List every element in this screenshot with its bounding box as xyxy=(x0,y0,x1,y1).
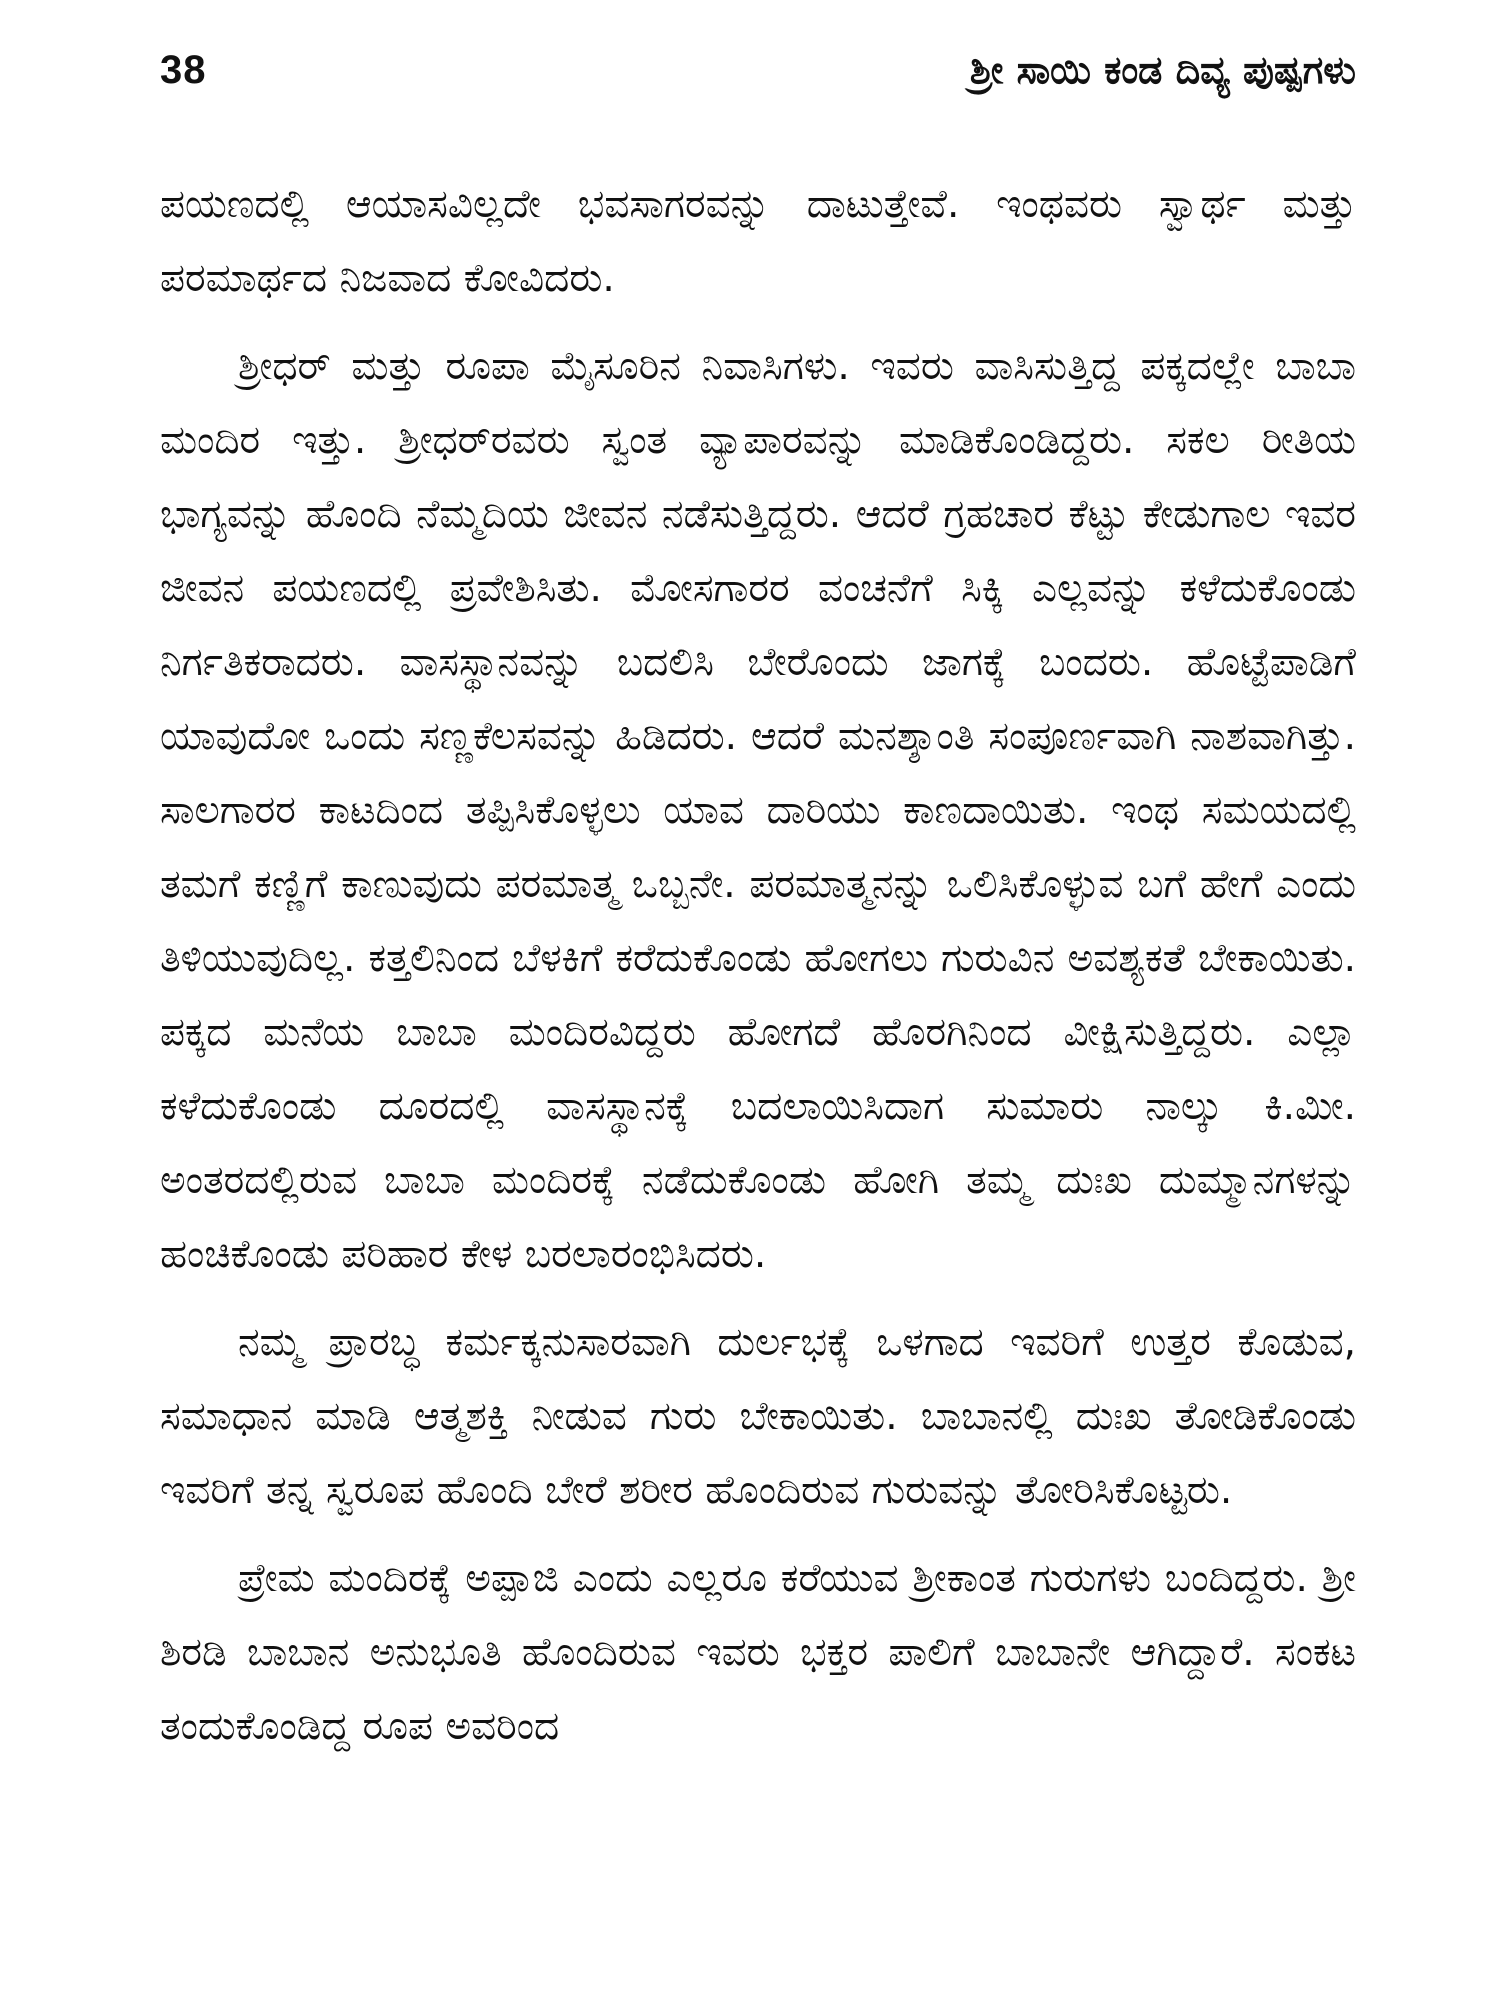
book-page xyxy=(160,48,1356,1968)
paragraph: ನಮ್ಮ ಪ್ರಾರಬ್ಧ ಕರ್ಮಕ್ಕನುಸಾರವಾಗಿ ದುರ್ಲಭಕ್ಕೆ ಒಳಗಾದ ಇವರಿಗೆ ಉತ್ತರ ಕೊಡುವ, ಸಮಾಧಾನ ಮಾಡಿ ಆತ್ಮಶಕ್ತಿ ನೀಡುವ ಗುರು ಬೇಕಾಯಿತು. ಬಾಬಾನಲ್ಲಿ ದುಃಖ ತೋಡಿಕೊಂಡು ಇವರಿಗೆ ತನ್ನ ಸ್ವರೂಪ ಹೊಂದಿ ಬೇರೆ ಶರೀರ ಹೊಂದಿರುವ ಗುರುವನ್ನು ತೋರಿಸಿಕೊಟ್ಟರು. xyxy=(160,1320,1356,1513)
paragraph: ಪ್ರೇಮ ಮಂದಿರಕ್ಕೆ ಅಪ್ಪಾಜಿ ಎಂದು ಎಲ್ಲರೂ ಕರೆಯುವ ಶ್ರೀಕಾಂತ ಗುರುಗಳು ಬಂದಿದ್ದರು. ಶ್ರೀ ಶಿರಡಿ ಬಾಬಾನ ಅನುಭೂತಿ ಹೊಂದಿರುವ ಇವರು ಭಕ್ತರ ಪಾಲಿಗೆ ಬಾಬಾನೇ ಆಗಿದ್ದಾರೆ. ಸಂಕಟ ತಂದುಕೊಂಡಿದ್ದ ರೂಪ ಅವರಿಂದ xyxy=(160,1556,1356,1749)
body-text xyxy=(160,168,1356,1764)
running-title: ಶ್ರೀ ಸಾಯಿ ಕಂಡ ದಿವ್ಯ ಪುಷ್ಪಗಳು xyxy=(969,48,1356,92)
page-number: 38 xyxy=(160,48,207,92)
paragraph-continued: ಪಯಣದಲ್ಲಿ ಆಯಾಸವಿಲ್ಲದೇ ಭವಸಾಗರವನ್ನು ದಾಟುತ್ತೇವೆ. ಇಂಥವರು ಸ್ವಾರ್ಥ ಮತ್ತು ಪರಮಾರ್ಥದ ನಿಜವಾದ ಕೋವಿದರು. xyxy=(160,182,1356,301)
page-header xyxy=(160,48,1356,112)
paragraph: ಶ್ರೀಧರ್ ಮತ್ತು ರೂಪಾ ಮೈಸೂರಿನ ನಿವಾಸಿಗಳು. ಇವರು ವಾಸಿಸುತ್ತಿದ್ದ ಪಕ್ಕದಲ್ಲೇ ಬಾಬಾ ಮಂದಿರ ಇತ್ತು. ಶ್ರೀಧರ್‌ರವರು ಸ್ವಂತ ವ್ಯಾಪಾರವನ್ನು ಮಾಡಿಕೊಂಡಿದ್ದರು. ಸಕಲ ರೀತಿಯ ಭಾಗ್ಯವನ್ನು ಹೊಂದಿ ನೆಮ್ಮದಿಯ ಜೀವನ ನಡೆಸುತ್ತಿದ್ದರು. ಆದರೆ ಗ್ರಹಚಾರ ಕೆಟ್ಟು ಕೇಡುಗಾಲ ಇವರ ಜೀವನ ಪಯಣದಲ್ಲಿ ಪ್ರವೇಶಿಸಿತು. ಮೋಸಗಾರರ ವಂಚನೆಗೆ ಸಿಕ್ಕಿ ಎಲ್ಲವನ್ನು ಕಳೆದುಕೊಂಡು ನಿರ್ಗತಿಕರಾದರು. ವಾಸಸ್ಥಾನವನ್ನು ಬದಲಿಸಿ ಬೇರೊಂದು ಜಾಗಕ್ಕೆ ಬಂದರು. ಹೊಟ್ಟೆಪಾಡಿಗೆ ಯಾವುದೋ ಒಂದು ಸಣ್ಣಕೆಲಸವನ್ನು ಹಿಡಿದರು. ಆದರೆ ಮನಶ್ಶಾಂತಿ ಸಂಪೂರ್ಣವಾಗಿ ನಾಶವಾಗಿತ್ತು. ಸಾಲಗಾರರ ಕಾಟದಿಂದ ತಪ್ಪಿಸಿಕೊಳ್ಳಲು ಯಾವ ದಾರಿಯು ಕಾಣದಾಯಿತು. ಇಂಥ ಸಮಯದಲ್ಲಿ ತಮಗೆ ಕಣ್ಣಿಗೆ ಕಾಣುವುದು ಪರಮಾತ್ಮ ಒಬ್ಬನೇ. ಪರಮಾತ್ಮನನ್ನು ಒಲಿಸಿಕೊಳ್ಳುವ ಬಗೆ ಹೇಗೆ ಎಂದು ತಿಳಿಯುವುದಿಲ್ಲ. ಕತ್ತಲಿನಿಂದ ಬೆಳಕಿಗೆ ಕರೆದುಕೊಂಡು ಹೋಗಲು ಗುರುವಿನ ಅವಶ್ಯಕತೆ ಬೇಕಾಯಿತು. ಪಕ್ಕದ ಮನೆಯ ಬಾಬಾ ಮಂದಿರವಿದ್ದರು ಹೋಗದೆ ಹೊರಗಿನಿಂದ ವೀಕ್ಷಿಸುತ್ತಿದ್ದರು. ಎಲ್ಲಾ ಕಳೆದುಕೊಂಡು ದೂರದಲ್ಲಿ ವಾಸಸ್ಥಾನಕ್ಕೆ ಬದಲಾಯಿಸಿದಾಗ ಸುಮಾರು ನಾಲ್ಕು ಕಿ.ಮೀ. ಅಂತರದಲ್ಲಿರುವ ಬಾಬಾ ಮಂದಿರಕ್ಕೆ ನಡೆದುಕೊಂಡು ಹೋಗಿ ತಮ್ಮ ದುಃಖ ದುಮ್ಮಾನಗಳನ್ನು ಹಂಚಿಕೊಂಡು ಪರಿಹಾರ ಕೇಳ ಬರಲಾರಂಭಿಸಿದರು. xyxy=(160,344,1356,1277)
